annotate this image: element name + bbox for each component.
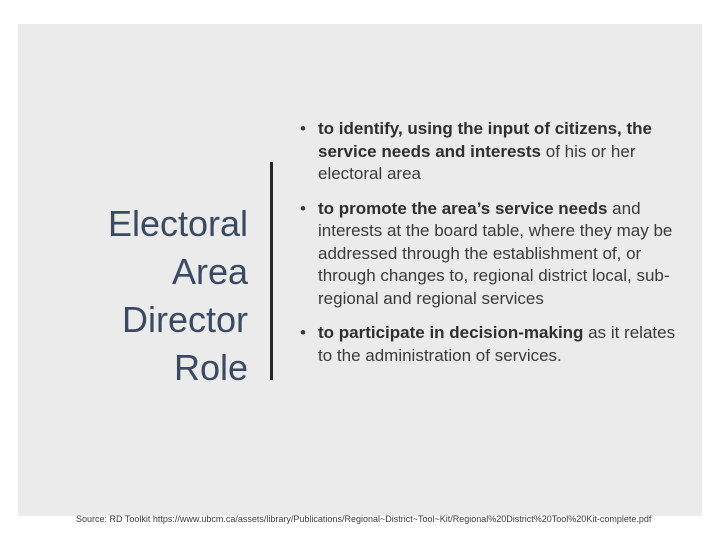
vertical-divider — [270, 162, 273, 380]
bullet-list — [300, 118, 680, 379]
slide-title — [28, 200, 248, 392]
bullet-item — [300, 118, 680, 186]
bullet-item — [300, 322, 680, 367]
bullet-text: as it relates to the administration of services. — [318, 323, 676, 365]
bullet-bold-text: to identify, using the input of citizens, the service needs and interests — [318, 119, 653, 161]
bullet-dot: • — [300, 119, 306, 138]
source-citation[interactable]: Source: RD Toolkit https://www.ubcm.ca/assets/library/Publications/Regional~District~Tool~Kit/Regional%20District%20Tool%20Kit-complete.pdf — [76, 514, 652, 524]
bullet-bold-text: to participate in decision-making — [318, 323, 584, 342]
bullet-text: and interests at the board table, where they may be addressed through the establishment of, or through changes to, regional district local, sub-regional and regional services — [318, 198, 673, 308]
title-line: Director — [121, 299, 248, 341]
bullet-text: of his or her electoral area — [318, 141, 636, 183]
bullet-item — [300, 198, 680, 311]
title-line: Area — [171, 251, 248, 293]
bullet-bold-text: to promote the area’s service needs — [318, 198, 608, 218]
bullet-dot: • — [300, 323, 306, 342]
title-line: Role — [173, 347, 248, 389]
title-line: Electoral — [107, 203, 248, 245]
bullet-dot: • — [300, 198, 306, 218]
